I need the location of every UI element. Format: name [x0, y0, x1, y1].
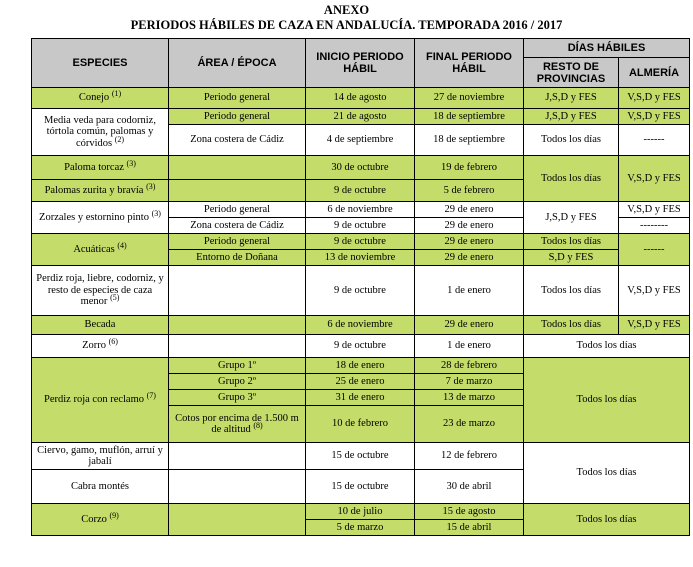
header-start: INICIO PERIODO HÁBIL	[306, 39, 415, 88]
rest-days-cell: J,S,D y FES	[524, 88, 619, 109]
start-cell: 13 de noviembre	[306, 250, 415, 266]
end-cell: 28 de febrero	[415, 358, 524, 374]
days-cell: Todos los días	[524, 335, 690, 358]
end-cell: 5 de febrero	[415, 180, 524, 202]
end-cell: 23 de marzo	[415, 406, 524, 443]
area-cell: Zona costera de Cádiz	[169, 125, 306, 156]
start-cell: 15 de octubre	[306, 443, 415, 470]
header-rest: RESTO DE PROVINCIAS	[524, 58, 619, 88]
species-cell: Perdiz roja con reclamo $^{(7)}$	[32, 358, 169, 443]
end-cell: 13 de marzo	[415, 390, 524, 406]
almeria-days-cell: V,S,D y FES	[619, 316, 690, 335]
start-cell: 30 de octubre	[306, 156, 415, 180]
start-cell: 9 de octubre	[306, 335, 415, 358]
start-cell: 18 de enero	[306, 358, 415, 374]
end-cell: 29 de enero	[415, 202, 524, 218]
area-cell	[169, 156, 306, 180]
start-cell: 10 de julio	[306, 504, 415, 520]
rest-days-cell: Todos los días	[524, 234, 619, 250]
area-cell: Grupo 1º	[169, 358, 306, 374]
header-days: DÍAS HÁBILES	[524, 39, 690, 58]
document-subtitle: PERIODOS HÁBILES DE CAZA EN ANDALUCÍA. TEMPORADA 2016 / 2017	[130, 18, 563, 32]
start-cell: 14 de agosto	[306, 88, 415, 109]
almeria-days-cell: --------	[619, 218, 690, 234]
species-cell: Acuáticas $^{(4)}$	[32, 234, 169, 266]
rest-days-cell: Todos los días	[524, 125, 619, 156]
end-cell: 1 de enero	[415, 266, 524, 316]
almeria-days-cell: V,S,D y FES	[619, 266, 690, 316]
area-cell: Cotos por encima de 1.500 m de altitud $^{(8)}$	[169, 406, 306, 443]
start-cell: 9 de octubre	[306, 180, 415, 202]
species-cell: Media veda para codorniz, tórtola común, palomas y córvidos $^{(2)}$	[32, 109, 169, 156]
area-cell: Periodo general	[169, 234, 306, 250]
species-cell: Ciervo, gamo, muflón, arruí y jabalí	[32, 443, 169, 470]
end-cell: 15 de agosto	[415, 504, 524, 520]
end-cell: 29 de enero	[415, 218, 524, 234]
end-cell: 29 de enero	[415, 316, 524, 335]
species-cell: Paloma torcaz $^{(3)}$	[32, 156, 169, 180]
start-cell: 9 de octubre	[306, 266, 415, 316]
end-cell: 27 de noviembre	[415, 88, 524, 109]
start-cell: 9 de octubre	[306, 218, 415, 234]
area-cell	[169, 470, 306, 504]
end-cell: 7 de marzo	[415, 374, 524, 390]
species-cell: Zorzales y estornino pinto $^{(3)}$	[32, 202, 169, 234]
area-cell	[169, 180, 306, 202]
end-cell: 29 de enero	[415, 234, 524, 250]
area-cell	[169, 504, 306, 536]
area-cell: Zona costera de Cádiz	[169, 218, 306, 234]
area-cell: Periodo general	[169, 109, 306, 125]
start-cell: 21 de agosto	[306, 109, 415, 125]
almeria-days-cell: V,S,D y FES	[619, 109, 690, 125]
days-cell: Todos los días	[524, 504, 690, 536]
start-cell: 25 de enero	[306, 374, 415, 390]
header-end: FINAL PERIODO HÁBIL	[415, 39, 524, 88]
species-cell: Zorro $^{(6)}$	[32, 335, 169, 358]
start-cell: 31 de enero	[306, 390, 415, 406]
end-cell: 12 de febrero	[415, 443, 524, 470]
area-cell	[169, 266, 306, 316]
rest-days-cell: J,S,D y FES	[524, 202, 619, 234]
area-cell	[169, 335, 306, 358]
header-area: ÁREA / ÉPOCA	[169, 39, 306, 88]
rest-days-cell: S,D y FES	[524, 250, 619, 266]
almeria-days-cell: ------	[619, 234, 690, 266]
days-cell: Todos los días	[524, 443, 690, 504]
document-title: ANEXO	[323, 3, 370, 17]
almeria-days-cell: V,S,D y FES	[619, 156, 690, 202]
start-cell: 10 de febrero	[306, 406, 415, 443]
end-cell: 29 de enero	[415, 250, 524, 266]
species-cell: Corzo $^{(9)}$	[32, 504, 169, 536]
start-cell: 9 de octubre	[306, 234, 415, 250]
start-cell: 6 de noviembre	[306, 202, 415, 218]
days-cell: Todos los días	[524, 358, 690, 443]
end-cell: 1 de enero	[415, 335, 524, 358]
species-cell: Cabra montés	[32, 470, 169, 504]
end-cell: 18 de septiembre	[415, 125, 524, 156]
end-cell: 30 de abril	[415, 470, 524, 504]
start-cell: 5 de marzo	[306, 520, 415, 536]
end-cell: 15 de abril	[415, 520, 524, 536]
start-cell: 4 de septiembre	[306, 125, 415, 156]
rest-days-cell: Todos los días	[524, 316, 619, 335]
header-species: ESPECIES	[32, 39, 169, 88]
area-cell	[169, 316, 306, 335]
species-cell: Conejo $^{(1)}$	[32, 88, 169, 109]
start-cell: 6 de noviembre	[306, 316, 415, 335]
almeria-days-cell: V,S,D y FES	[619, 202, 690, 218]
area-cell: Entorno de Doñana	[169, 250, 306, 266]
start-cell: 15 de octubre	[306, 470, 415, 504]
rest-days-cell: Todos los días	[524, 156, 619, 202]
header-almeria: ALMERÍA	[619, 58, 690, 88]
area-cell: Grupo 2º	[169, 374, 306, 390]
rest-days-cell: Todos los días	[524, 266, 619, 316]
area-cell: Periodo general	[169, 88, 306, 109]
species-cell: Palomas zurita y bravía $^{(3)}$	[32, 180, 169, 202]
rest-days-cell: J,S,D y FES	[524, 109, 619, 125]
species-cell: Perdiz roja, liebre, codorniz, y resto de especies de caza menor $^{(5)}$	[32, 266, 169, 316]
species-cell: Becada	[32, 316, 169, 335]
almeria-days-cell: ------	[619, 125, 690, 156]
area-cell: Periodo general	[169, 202, 306, 218]
almeria-days-cell: V,S,D y FES	[619, 88, 690, 109]
end-cell: 19 de febrero	[415, 156, 524, 180]
hunting-periods-table	[31, 38, 690, 536]
end-cell: 18 de septiembre	[415, 109, 524, 125]
area-cell: Grupo 3º	[169, 390, 306, 406]
area-cell	[169, 443, 306, 470]
